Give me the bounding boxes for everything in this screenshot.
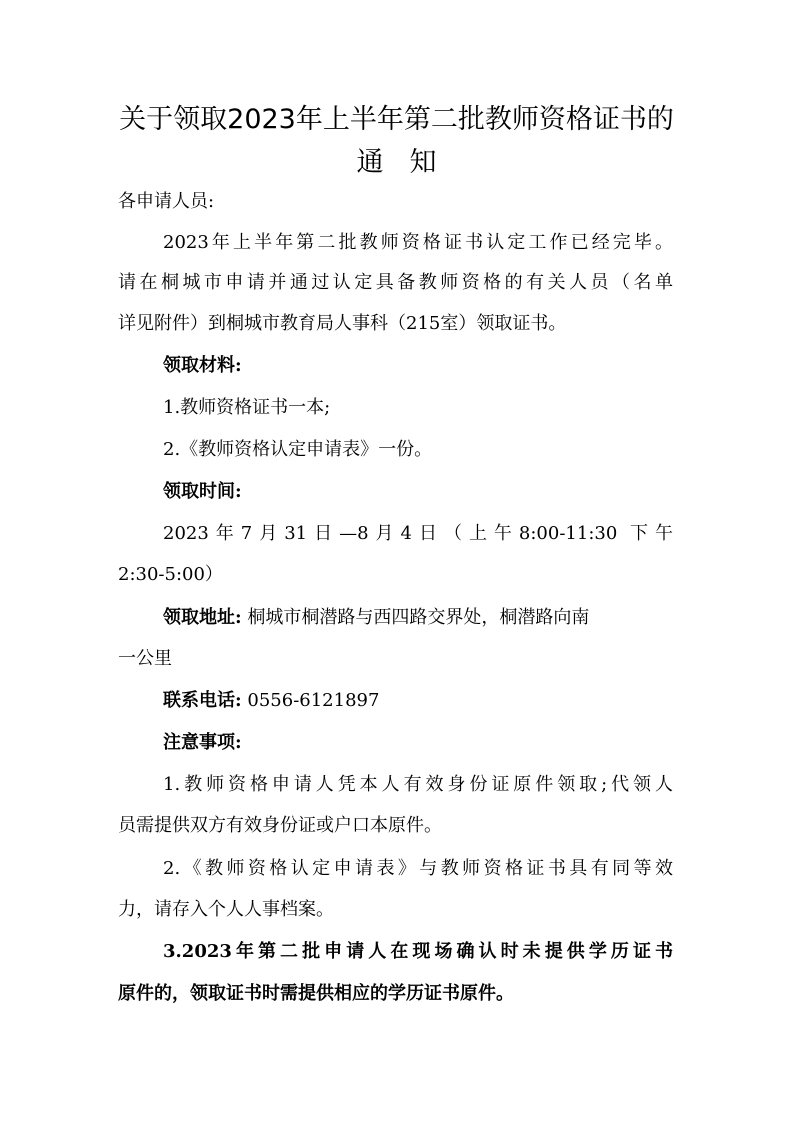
notes-item-2-line-2: 力，请存入个人人事档案。 bbox=[118, 899, 334, 920]
materials-heading: 领取材料: bbox=[163, 355, 242, 376]
notes-item-2-line-1: 2.《教师资格认定申请表》与教师资格证书具有同等效 bbox=[163, 858, 673, 879]
phone-label: 联系电话: bbox=[163, 690, 242, 711]
intro-line-3: 详见附件）到桐城市教育局人事科（215室）领取证书。 bbox=[118, 313, 567, 334]
time-heading: 领取时间: bbox=[163, 481, 242, 502]
notes-item-3-line-1: 3.2023年第二批申请人在现场确认时未提供学历证书 bbox=[163, 941, 673, 962]
address-label: 领取地址: bbox=[163, 607, 242, 628]
notes-item-1-line-1: 1.教师资格申请人凭本人有效身份证原件领取;代领人 bbox=[163, 774, 673, 795]
time-line-2: 2:30-5:00） bbox=[118, 564, 223, 585]
notes-item-1-line-2: 员需提供双方有效身份证或户口本原件。 bbox=[118, 815, 442, 836]
materials-item-1: 1.教师资格证书一本; bbox=[163, 397, 331, 418]
phone-value: 0556-6121897 bbox=[247, 690, 380, 711]
address-line-1 bbox=[163, 604, 589, 632]
title-line-1: 关于领取2023年上半年第二批教师资格证书的 bbox=[119, 104, 674, 135]
address-text: 桐城市桐潜路与西四路交界处，桐潜路向南 bbox=[247, 607, 590, 628]
intro-line-1: 2023年上半年第二批教师资格证书认定工作已经完毕。 bbox=[163, 232, 673, 253]
title-line-2: 通知 bbox=[356, 147, 463, 178]
time-line-1: 2023年7月31日—8月4日（上午8:00-11:30 下午 bbox=[163, 523, 673, 544]
salutation: 各申请人员: bbox=[118, 191, 215, 212]
intro-line-2: 请在桐城市申请并通过认定具备教师资格的有关人员（名单 bbox=[118, 272, 673, 293]
materials-item-2: 2.《教师资格认定申请表》一份。 bbox=[163, 439, 433, 460]
notes-heading: 注意事项: bbox=[163, 732, 242, 753]
address-line-2: 一公里 bbox=[118, 648, 172, 669]
phone-line bbox=[163, 687, 379, 715]
notes-item-3-line-2: 原件的，领取证书时需提供相应的学历证书原件。 bbox=[118, 983, 514, 1004]
